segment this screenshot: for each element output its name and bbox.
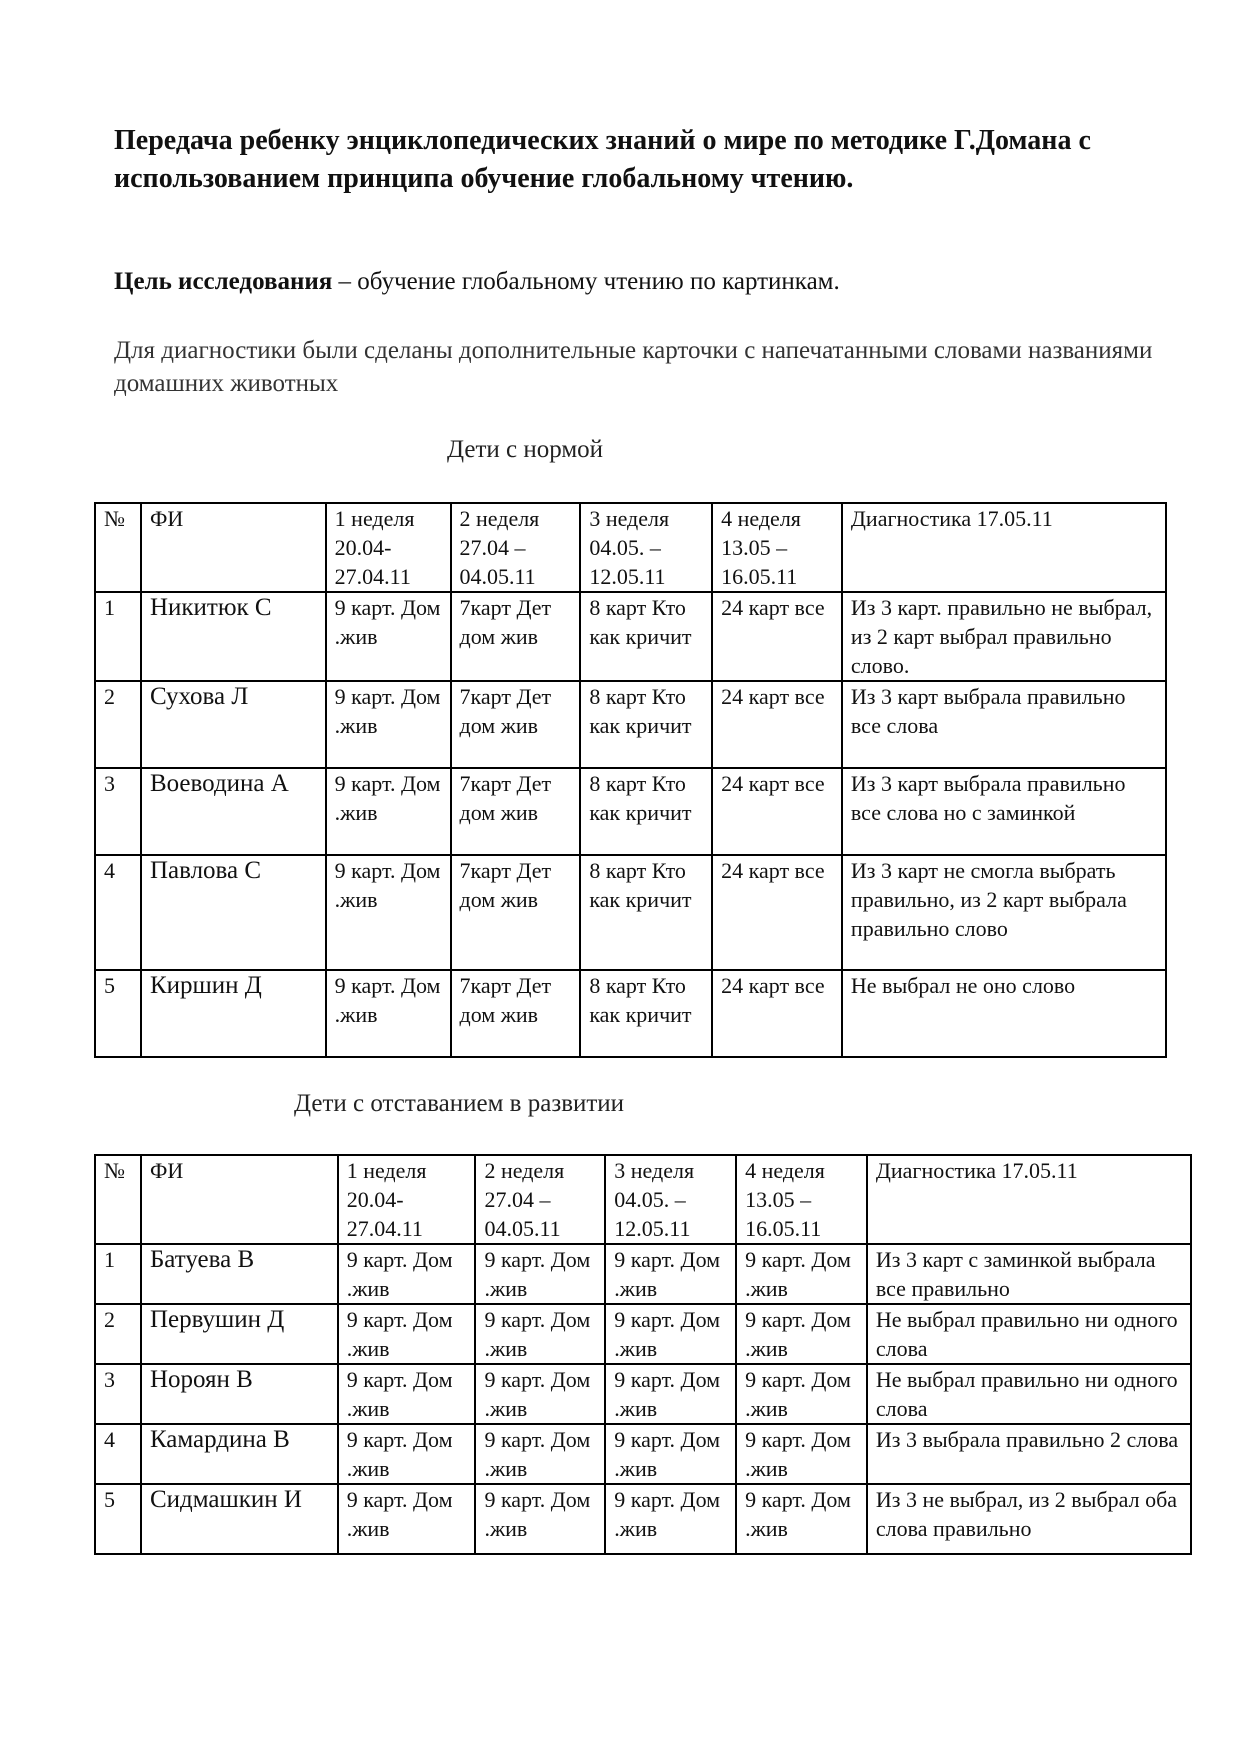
goal-text: – обучение глобальному чтению по картинкам. — [332, 268, 840, 295]
table-row — [95, 1484, 1191, 1554]
table-cell: 24 карт все — [712, 855, 842, 970]
header-row — [95, 503, 1166, 592]
header-cell: 4 неделя 13.05 – 16.05.11 — [736, 1155, 867, 1244]
table-cell: 9 карт. Дом .жив — [475, 1304, 605, 1364]
table-row — [95, 1364, 1191, 1424]
table-cell: 9 карт. Дом .жив — [605, 1364, 736, 1424]
table-cell: 7карт Дет дом жив — [451, 768, 581, 855]
table-cell: 9 карт. Дом .жив — [326, 681, 451, 768]
table-row — [95, 1424, 1191, 1484]
header-cell: 3 неделя 04.05. – 12.05.11 — [580, 503, 712, 592]
table-cell: 9 карт. Дом .жив — [605, 1244, 736, 1304]
table-cell: 9 карт. Дом .жив — [326, 592, 451, 681]
table-cell: 4 — [95, 855, 141, 970]
header-cell: № — [95, 503, 141, 592]
table-cell: 3 — [95, 1364, 141, 1424]
table-cell: 7карт Дет дом жив — [451, 681, 581, 768]
table-cell: Нороян В — [141, 1364, 338, 1424]
table-cell: Павлова С — [141, 855, 326, 970]
research-goal — [114, 268, 840, 296]
table-cell: 9 карт. Дом .жив — [338, 1484, 476, 1554]
table-cell: 9 карт. Дом .жив — [475, 1484, 605, 1554]
table-cell: 9 карт. Дом .жив — [475, 1364, 605, 1424]
table-row — [95, 768, 1166, 855]
table-cell: 9 карт. Дом .жив — [338, 1424, 476, 1484]
table-cell: 1 — [95, 592, 141, 681]
table2-caption: Дети с отставанием в развитии — [294, 1090, 625, 1117]
table-cell: Сидмашкин И — [141, 1484, 338, 1554]
table-cell: 9 карт. Дом .жив — [475, 1424, 605, 1484]
table-cell: 8 карт Кто как кричит — [580, 970, 712, 1057]
header-cell: 1 неделя 20.04-27.04.11 — [338, 1155, 476, 1244]
table-cell: 9 карт. Дом .жив — [338, 1364, 476, 1424]
table-cell: 9 карт. Дом .жив — [326, 855, 451, 970]
table-cell: 9 карт. Дом .жив — [736, 1484, 867, 1554]
table-cell: Никитюк С — [141, 592, 326, 681]
table-cell: 24 карт все — [712, 768, 842, 855]
table-cell: 2 — [95, 1304, 141, 1364]
header-cell: № — [95, 1155, 141, 1244]
header-cell: Диагностика 17.05.11 — [842, 503, 1166, 592]
header-cell: ФИ — [141, 503, 326, 592]
table-cell: 9 карт. Дом .жив — [326, 768, 451, 855]
table-cell: 9 карт. Дом .жив — [338, 1244, 476, 1304]
header-row — [95, 1155, 1191, 1244]
header-cell: Диагностика 17.05.11 — [867, 1155, 1191, 1244]
table-cell: Из 3 карт выбрала правильно все слова но с заминкой — [842, 768, 1166, 855]
table-cell: Не выбрал правильно ни одного слова — [867, 1364, 1191, 1424]
diagnostics-paragraph: Для диагностики были сделаны дополнительные карточки с напечатанными словами названиями домашних животных — [114, 337, 1153, 397]
table-cell: Из 3 карт с заминкой выбрала все правильно — [867, 1244, 1191, 1304]
table-cell: 9 карт. Дом .жив — [605, 1484, 736, 1554]
table-cell: 3 — [95, 768, 141, 855]
table-normal-children — [94, 502, 1167, 1058]
table-cell: 8 карт Кто как кричит — [580, 768, 712, 855]
table-cell: 4 — [95, 1424, 141, 1484]
table-cell: Камардина В — [141, 1424, 338, 1484]
table-cell: 7карт Дет дом жив — [451, 592, 581, 681]
table-cell: 9 карт. Дом .жив — [736, 1304, 867, 1364]
table-cell: 9 карт. Дом .жив — [736, 1364, 867, 1424]
table-cell: Сухова Л — [141, 681, 326, 768]
table-cell: Не выбрал не оно слово — [842, 970, 1166, 1057]
table-row — [95, 1244, 1191, 1304]
table-cell: Первушин Д — [141, 1304, 338, 1364]
table-cell: 24 карт все — [712, 970, 842, 1057]
table-cell: 2 — [95, 681, 141, 768]
table-cell: 9 карт. Дом .жив — [736, 1424, 867, 1484]
table-row — [95, 592, 1166, 681]
header-cell: 3 неделя 04.05. – 12.05.11 — [605, 1155, 736, 1244]
table-cell: Из 3 не выбрал, из 2 выбрал оба слова правильно — [867, 1484, 1191, 1554]
table-cell: 9 карт. Дом .жив — [326, 970, 451, 1057]
table-cell: 9 карт. Дом .жив — [605, 1304, 736, 1364]
table-cell: 24 карт все — [712, 681, 842, 768]
header-cell: 2 неделя 27.04 – 04.05.11 — [451, 503, 581, 592]
table-cell: 7карт Дет дом жив — [451, 970, 581, 1057]
table-cell: Не выбрал правильно ни одного слова — [867, 1304, 1191, 1364]
table-cell: Из 3 выбрала правильно 2 слова — [867, 1424, 1191, 1484]
table-delayed-children — [94, 1154, 1192, 1555]
header-cell: 2 неделя 27.04 – 04.05.11 — [475, 1155, 605, 1244]
table-cell: 5 — [95, 1484, 141, 1554]
table-cell: 9 карт. Дом .жив — [475, 1244, 605, 1304]
table-cell: Из 3 карт. правильно не выбрал, из 2 карт выбрал правильно слово. — [842, 592, 1166, 681]
table-cell: Киршин Д — [141, 970, 326, 1057]
table-cell: 8 карт Кто как кричит — [580, 681, 712, 768]
document-title: Передача ребенку энциклопедических знаний о мире по методике Г.Домана с использованием принципа обучение глобальному чтению. — [114, 125, 1091, 194]
table-cell: 8 карт Кто как кричит — [580, 592, 712, 681]
header-cell: ФИ — [141, 1155, 338, 1244]
table-cell: 9 карт. Дом .жив — [338, 1304, 476, 1364]
table-row — [95, 855, 1166, 970]
table-cell: 9 карт. Дом .жив — [736, 1244, 867, 1304]
table-row — [95, 970, 1166, 1057]
table-row — [95, 1304, 1191, 1364]
table-cell: Воеводина А — [141, 768, 326, 855]
table-cell: Батуева В — [141, 1244, 338, 1304]
table-cell: Из 3 карт не смогла выбрать правильно, из 2 карт выбрала правильно слово — [842, 855, 1166, 970]
table-cell: 9 карт. Дом .жив — [605, 1424, 736, 1484]
table-cell: 8 карт Кто как кричит — [580, 855, 712, 970]
table-cell: Из 3 карт выбрала правильно все слова — [842, 681, 1166, 768]
header-cell: 1 неделя 20.04-27.04.11 — [326, 503, 451, 592]
table-row — [95, 681, 1166, 768]
table-cell: 5 — [95, 970, 141, 1057]
table-cell: 1 — [95, 1244, 141, 1304]
table-cell: 24 карт все — [712, 592, 842, 681]
header-cell: 4 неделя 13.05 – 16.05.11 — [712, 503, 842, 592]
table-cell: 7карт Дет дом жив — [451, 855, 581, 970]
table1-caption: Дети с нормой — [447, 436, 604, 463]
goal-label: Цель исследования — [114, 268, 333, 295]
